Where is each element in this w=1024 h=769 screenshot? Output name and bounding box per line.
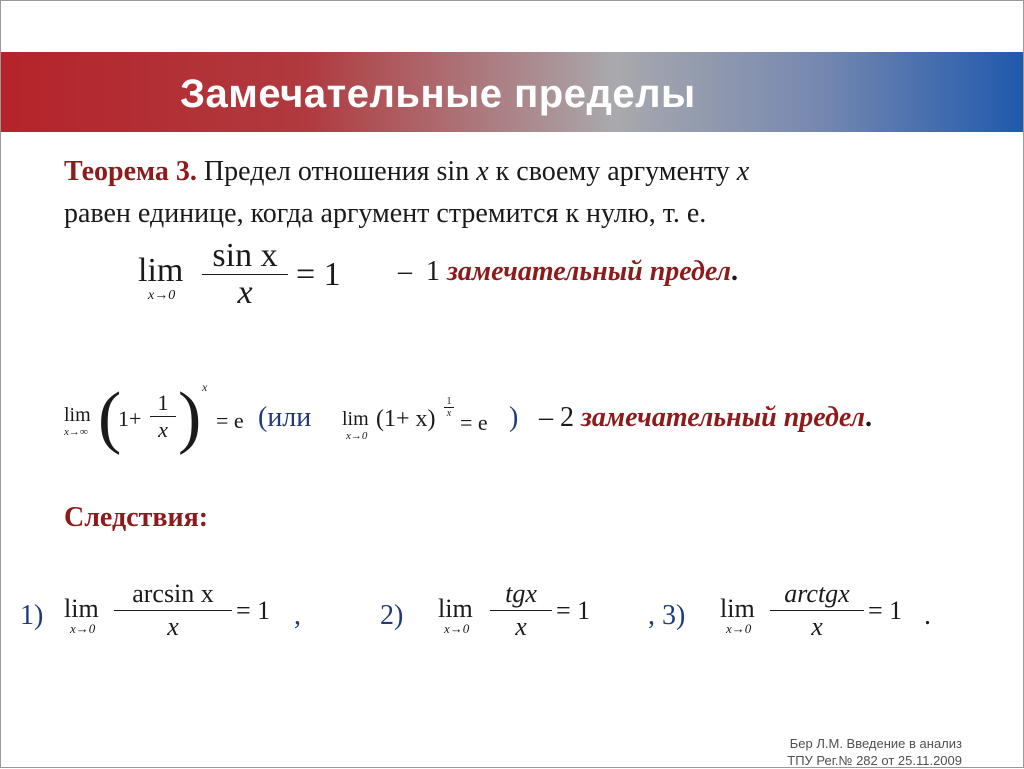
theorem-label: Теорема 3. <box>64 156 197 187</box>
alt-limit-formula <box>342 396 512 452</box>
theorem-text-a: Предел отношения sin <box>196 156 477 187</box>
right-paren: ) <box>178 379 202 456</box>
corollary-3-number: 3) <box>662 600 686 631</box>
footer-line-1: Бер Л.М. Введение в анализ <box>789 736 962 751</box>
corollary-3-formula <box>720 578 920 654</box>
left-paren: ( <box>98 379 122 456</box>
inner-fraction-denominator: x <box>158 417 168 442</box>
corollary-2-separator-and-3-number <box>648 600 685 632</box>
equals-e: = e <box>216 408 244 433</box>
caption-name: замечательный предел <box>447 256 732 287</box>
corollary-3-separator: . <box>924 600 931 631</box>
equals-one: = 1 <box>236 596 271 625</box>
second-limit-formula <box>64 380 264 464</box>
equals-one: = 1 <box>556 596 591 625</box>
alt-base: (1+ x) <box>376 406 436 432</box>
caption-dash: – 2 <box>539 402 574 433</box>
equals-one: = 1 <box>868 596 903 625</box>
lim-word: lim <box>720 594 755 623</box>
fraction-denominator: x <box>167 612 179 641</box>
corollary-2-number: 2) <box>380 600 404 631</box>
fraction-denominator: x <box>811 612 823 641</box>
lim-subscript: x→∞ <box>64 426 88 438</box>
lim-subscript: x→0 <box>346 430 368 442</box>
lim-word: lim <box>64 594 99 623</box>
first-limit-formula <box>138 238 378 318</box>
ili-close: ) <box>509 402 519 433</box>
corollaries-heading: Следствия: <box>64 502 209 533</box>
caption-number: 1 <box>426 256 440 287</box>
alt-equals-e: = e <box>460 410 488 435</box>
caption-dot: . <box>731 256 739 287</box>
lim-subscript: x→0 <box>726 621 752 636</box>
alt-exponent-numerator: 1 <box>446 396 452 407</box>
corollary-1-separator: , <box>294 600 301 631</box>
footer-line-2: ТПУ Рег.№ 282 от 25.11.2009 <box>787 753 962 768</box>
second-limit-caption <box>539 402 872 434</box>
lim-subscript: x→0 <box>70 621 96 636</box>
fraction-numerator: arctgx <box>784 579 850 608</box>
theorem-line-2: равен единице, когда аргумент стремится к нулю, т. е. <box>64 198 707 229</box>
caption-name: замечательный предел <box>581 402 866 433</box>
corollary-1-number: 1) <box>20 600 44 631</box>
theorem-line-1 <box>64 156 749 188</box>
fraction-numerator: arcsin x <box>132 579 214 608</box>
footer <box>787 735 962 769</box>
fraction-denominator: x <box>515 612 527 641</box>
theorem-text-b: к своему аргументу <box>488 156 737 187</box>
alt-exponent-denominator: x <box>446 408 452 419</box>
corollary-1-formula <box>64 578 304 654</box>
fraction-numerator: tgx <box>505 579 537 608</box>
caption-dash: – <box>398 256 412 287</box>
equals-one: = 1 <box>296 256 341 293</box>
exponent-x: x <box>202 380 208 394</box>
lim-subscript: x→0 <box>148 288 176 303</box>
lim-word: lim <box>64 404 91 426</box>
lim-word: lim <box>138 252 184 289</box>
one-plus: 1+ <box>118 406 142 431</box>
theorem-var-x1: x <box>476 156 489 187</box>
lim-word: lim <box>438 594 473 623</box>
corollary-2-separator: , <box>648 600 655 631</box>
corollary-2-formula <box>438 578 618 654</box>
ili-open: (или <box>258 402 312 433</box>
first-limit-caption <box>398 256 738 288</box>
theorem-var-x2: x <box>736 156 750 187</box>
fraction-denominator: x <box>237 274 253 311</box>
caption-dot: . <box>865 402 873 433</box>
lim-word: lim <box>342 408 369 430</box>
slide-title: Замечательные пределы <box>180 72 696 116</box>
lim-subscript: x→0 <box>444 621 470 636</box>
fraction-numerator: sin x <box>212 237 278 274</box>
inner-fraction-numerator: 1 <box>157 390 169 415</box>
